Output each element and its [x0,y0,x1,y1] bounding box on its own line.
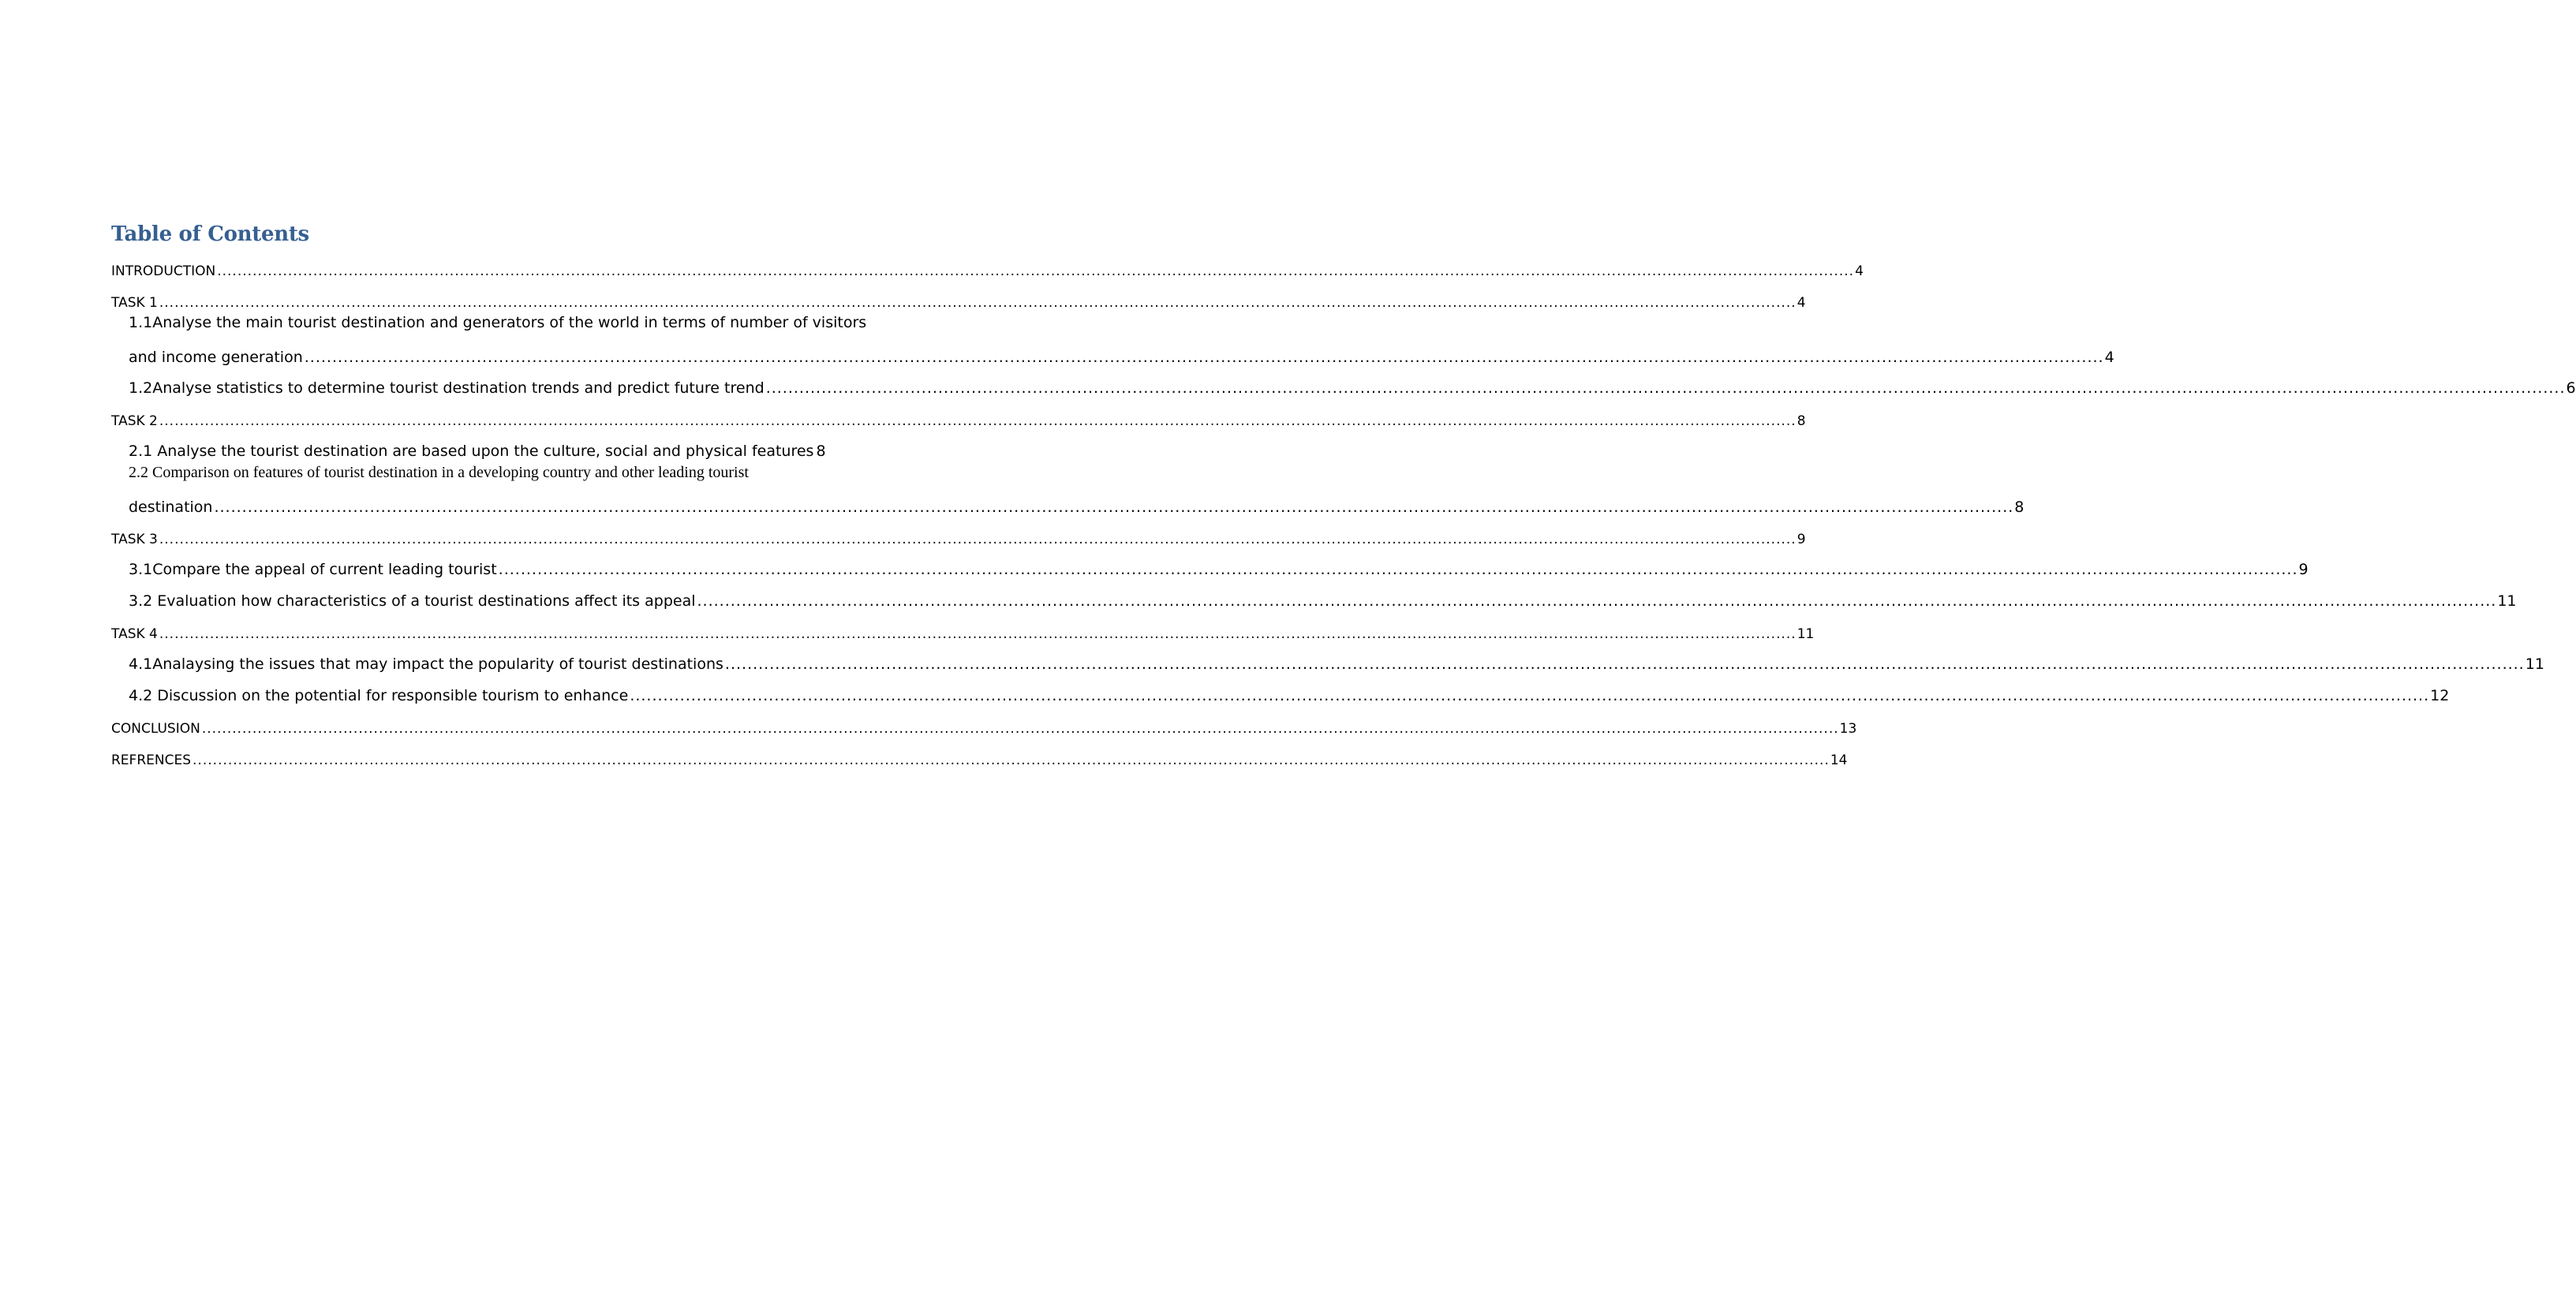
toc-entry-label: REFRENCES [111,752,192,768]
toc-entry-references[interactable] [111,737,1848,768]
toc-entry-1-1[interactable] [129,311,2114,366]
toc-leader-dots [305,349,2104,366]
toc-page-number: 8 [2014,499,2025,516]
toc-leader-dots [214,499,2013,516]
toc-leader-dots [630,686,2429,705]
toc-leader-dots [725,655,2525,674]
toc-entry-label: TASK 1 [111,295,158,311]
toc-entry-label: destination [129,499,213,516]
toc-page-number: 13 [1839,721,1857,737]
toc-entry-task-2[interactable] [111,398,1806,429]
toc-entry-introduction[interactable] [111,248,1864,279]
toc-leader-dots [159,532,1796,547]
toc-leader-dots [217,263,1854,279]
toc-entry-task-4[interactable] [111,611,1815,642]
toc-entry-label: INTRODUCTION [111,263,216,279]
toc-entry-label: TASK 2 [111,413,158,429]
toc-entry-1-2[interactable] [129,366,2576,398]
toc-entry-label: 4.1Analaysing the issues that may impact the popularity of tourist destinations [129,655,723,673]
toc-page-number: 12 [2430,687,2450,704]
toc-leader-dots [499,560,2298,579]
toc-entry-2-2[interactable] [129,461,2025,516]
toc-entry-label: TASK 3 [111,532,158,547]
toc-leader-dots [202,721,1839,737]
toc-entry-label: TASK 4 [111,626,158,642]
toc-page-number: 11 [2525,655,2544,673]
toc-page-number: 4 [1796,295,1806,311]
toc-leader-dots [159,413,1796,429]
toc-page-number: 6 [2566,379,2576,397]
toc-leader-dots [766,379,2566,398]
toc-page-number: 9 [1796,532,1806,547]
toc-entry-label: 3.2 Evaluation how characteristics of a tourist destinations affect its appeal [129,592,696,610]
toc-leader-dots [159,295,1796,311]
toc-page-number: 11 [1796,626,1815,642]
toc-entry-task-3[interactable] [111,516,1806,547]
toc-entry-label: 2.1 Analyse the tourist destination are based upon the culture, social and physical features [129,442,814,460]
toc-entry-3-2[interactable] [129,579,2517,611]
toc-page-number: 8 [816,442,826,460]
toc-entry-2-1[interactable] [129,429,826,461]
toc-entry-line2 [129,334,2114,366]
table-of-contents [111,221,2576,768]
toc-entry-label: CONCLUSION [111,721,200,737]
toc-title: Table of Contents [111,222,309,246]
toc-page-number: 11 [2497,592,2517,610]
toc-entry-label: 3.1Compare the appeal of current leading tourist [129,561,497,578]
toc-entry-label-line1: 2.2 Comparison on features of tourist destination in a developing country and other leading tourist [129,464,749,481]
toc-leader-dots [193,752,1830,768]
toc-entry-label: and income generation [129,349,303,366]
toc-page-number: 9 [2298,561,2309,578]
toc-entry-task-1[interactable] [111,279,1806,311]
toc-leader-dots [159,626,1796,642]
toc-page-number: 4 [1855,263,1864,279]
toc-entry-label: 4.2 Discussion on the potential for responsible tourism to enhance [129,687,629,704]
toc-entry-4-2[interactable] [129,674,2450,705]
toc-entry-4-1[interactable] [129,642,2544,674]
toc-entry-label: 1.2Analyse statistics to determine tourist destination trends and predict future trend [129,379,765,397]
toc-entry-3-1[interactable] [129,547,2309,579]
toc-leader-dots [697,592,2497,611]
toc-entry-line2 [129,484,2025,516]
toc-page-number: 4 [2104,349,2114,366]
toc-entry-label-line1: 1.1Analyse the main tourist destination and generators of the world in terms of number of visitors [129,314,867,331]
toc-page-number: 14 [1830,752,1848,768]
toc-entry-conclusion[interactable] [111,705,1857,737]
toc-page-number: 8 [1796,413,1806,429]
